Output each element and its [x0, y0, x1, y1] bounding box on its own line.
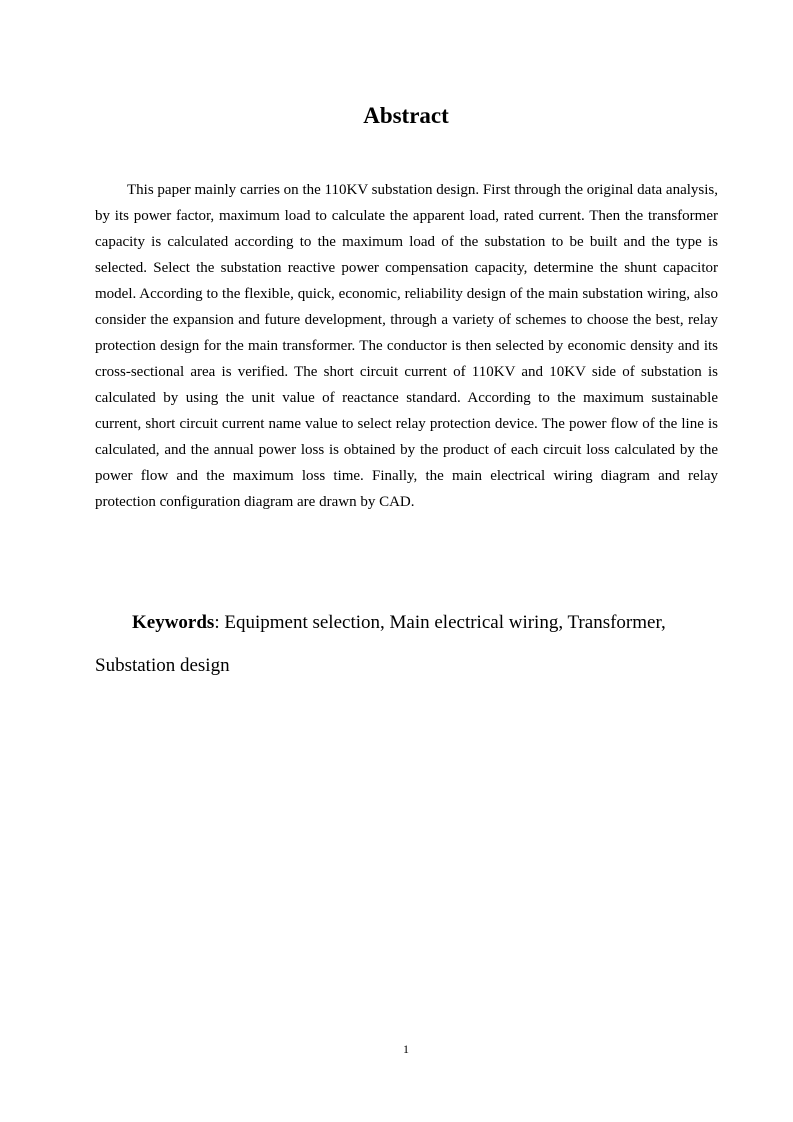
- page-title: Abstract: [363, 103, 449, 128]
- keywords-label: Keywords: [132, 612, 215, 633]
- keywords-value: Equipment selection, Main electrical wiring, Transformer, Substation design: [95, 612, 666, 676]
- keywords-line: [95, 601, 718, 687]
- abstract-body: This paper mainly carries on the 110KV substation design. First through the original data analysis, by its power factor, maximum load to calculate the apparent load, rated current. Then the transformer capacity is calculated according to the maximum load of the substation to be built and the type is selected. Select the substation reactive power compensation capacity, determine the shunt capacitor model. According to the flexible, quick, economic, reliability design of the main substation wiring, also consider the expansion and future development, through a variety of schemes to choose the best, relay protection design for the main transformer. The conductor is then selected by economic density and its cross-sectional area is verified. The short circuit current of 110KV and 10KV side of substation is calculated by using the unit value of reactance standard. According to the maximum sustainable current, short circuit current name value to select relay protection device. The power flow of the line is calculated, and the annual power loss is obtained by the product of each circuit loss calculated by the power flow and the maximum loss time. Finally, the main electrical wiring diagram and relay protection configuration diagram are drawn by CAD.: [95, 182, 718, 510]
- page-number: 1: [403, 1042, 409, 1056]
- keywords-separator: :: [214, 612, 225, 633]
